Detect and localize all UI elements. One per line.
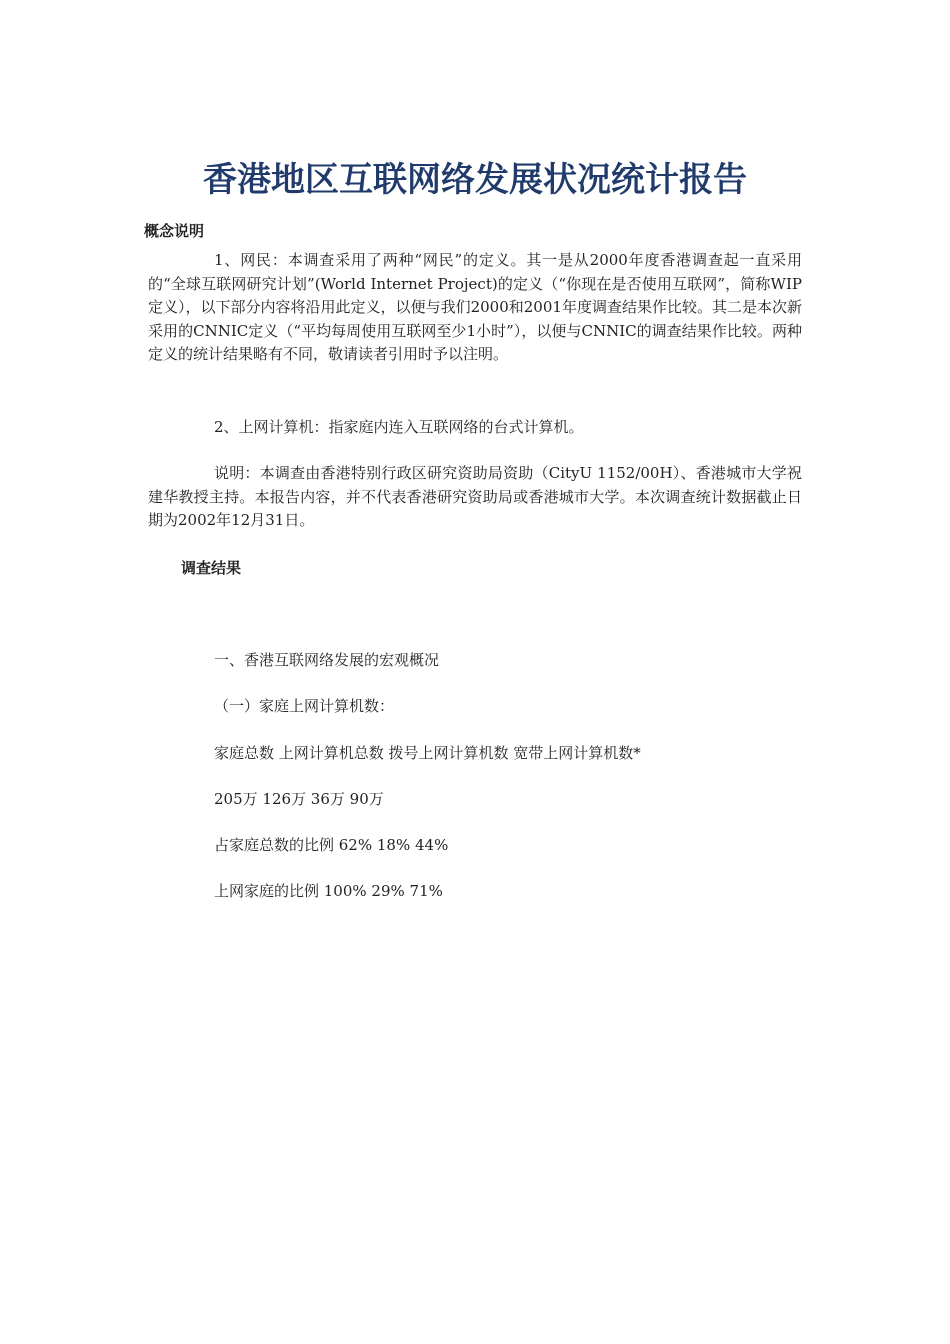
definition-netizen-paragraph: 1、网民：本调查采用了两种“网民”的定义。其一是从2000年度香港调查起一直采用的“全球互联网研究计划”(World Internet Project)的定义（“你现在是否使用互联网”，简称WIP定义），以下部分内容将沿用此定义，以便与我们2000和2001年度调查结果作比较。其二是本次新采用的CNNIC定义（“平均每周使用互联网至少1小时”），以便与CNNIC的调查结果作比较。两种定义的统计结果略有不同，敬请读者引用时予以注明。 [148, 251, 802, 363]
table-row-online-household-share: 上网家庭的比例 100% 29% 71% [214, 882, 443, 900]
table-header-row: 家庭总数 上网计算机总数 拨号上网计算机数 宽带上网计算机数* [214, 744, 641, 762]
table-row-household-share: 占家庭总数的比例 62% 18% 44% [214, 836, 449, 854]
subsection-title: （一）家庭上网计算机数： [214, 697, 395, 715]
table-row-counts: 205万 126万 36万 90万 [214, 790, 384, 808]
document-title: 香港地区互联网络发展状况统计报告 [203, 160, 747, 200]
results-heading: 调查结果 [181, 559, 242, 577]
section-title: 一、香港互联网络发展的宏观概况 [214, 651, 440, 669]
concepts-heading: 概念说明 [144, 222, 205, 240]
funding-note-paragraph: 说明：本调查由香港特别行政区研究资助局资助（CityU 1152/00H）、香港城市大学祝建华教授主持。本报告内容，并不代表香港研究资助局或香港城市大学。本次调查统计数据截止日期为2002年12月31日。 [148, 464, 802, 529]
definition-computer-paragraph: 2、上网计算机：指家庭内连入互联网络的台式计算机。 [214, 418, 584, 436]
